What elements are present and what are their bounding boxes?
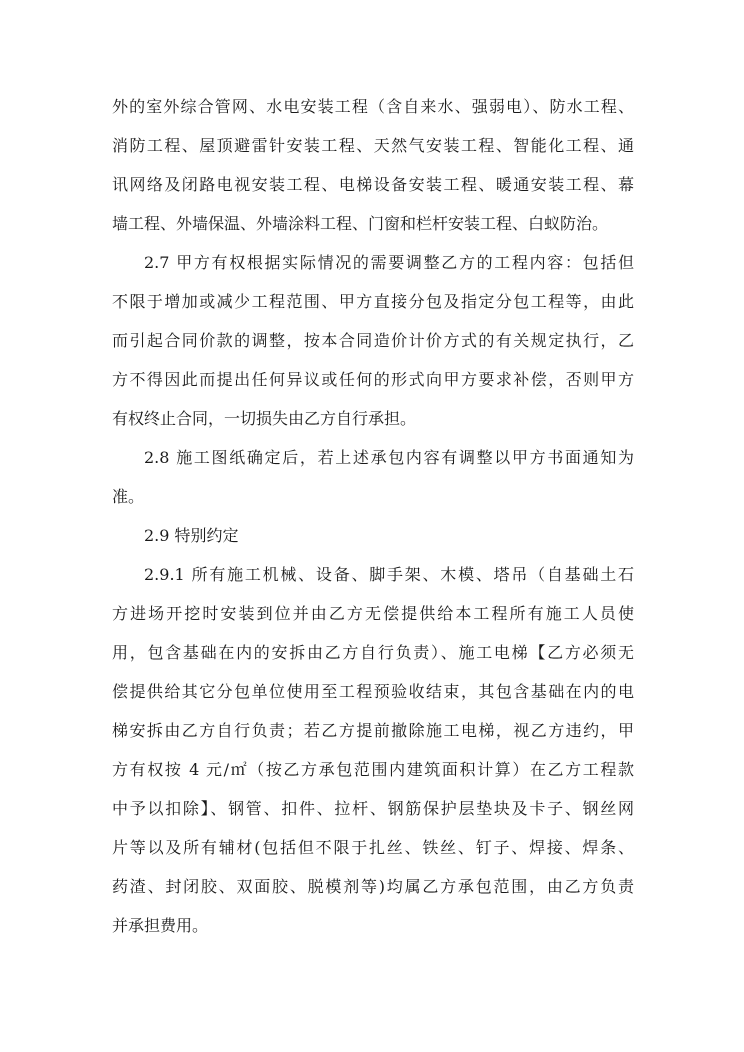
text-line: 片等以及所有辅材(包括但不限于扎丝、铁丝、钉子、焊接、焊条、 [112, 838, 634, 857]
paragraph [112, 516, 634, 555]
text-line: 墙工程、外墙保温、外墙涂料工程、门窗和栏杆安装工程、白蚁防治。 [112, 214, 609, 233]
text-line: 药渣、封闭胶、双面胶、脱模剂等)均属乙方承包范围，由乙方负责 [112, 877, 634, 896]
text-line: 不限于增加或减少工程范围、甲方直接分包及指定分包工程等，由此 [112, 292, 634, 311]
paragraph [112, 438, 634, 516]
text-line: 讯网络及闭路电视安装工程、电梯设备安装工程、暖通安装工程、幕 [112, 175, 634, 194]
text-line: 梯安拆由乙方自行负责；若乙方提前撤除施工电梯，视乙方违约，甲 [112, 721, 634, 740]
text-line: 方有权按 4 元/㎡（按乙方承包范围内建筑面积计算）在乙方工程款 [112, 760, 634, 779]
text-line: 偿提供给其它分包单位使用至工程预验收结束，其包含基础在内的电 [112, 682, 634, 701]
text-line: 并承担费用。 [112, 916, 209, 935]
document-page [112, 87, 634, 945]
text-line: 外的室外综合管网、水电安装工程（含自来水、强弱电）、防水工程、 [112, 97, 634, 116]
text-line: 消防工程、屋顶避雷针安装工程、天然气安装工程、智能化工程、通 [112, 136, 634, 155]
paragraph [112, 555, 634, 945]
text-line: 中予以扣除】、钢管、扣件、拉杆、钢筋保护层垫块及卡子、钢丝网 [112, 799, 634, 818]
text-line: 而引起合同价款的调整，按本合同造价计价方式的有关规定执行，乙 [112, 331, 634, 350]
paragraph [112, 87, 634, 243]
text-line: 方不得因此而提出任何异议或任何的形式向甲方要求补偿，否则甲方 [112, 370, 634, 389]
paragraph [112, 243, 634, 438]
text-line: 有权终止合同，一切损失由乙方自行承担。 [112, 409, 417, 428]
text-line: 2.9.1 所有施工机械、设备、脚手架、木模、塔吊（自基础土石 [144, 565, 634, 584]
text-line: 准。 [112, 487, 145, 506]
text-line: 用，包含基础在内的安拆由乙方自行负责）、施工电梯【乙方必须无 [112, 643, 634, 662]
text-line: 2.9 特别约定 [144, 526, 239, 545]
text-line: 方进场开挖时安装到位并由乙方无偿提供给本工程所有施工人员使 [112, 604, 634, 623]
text-line: 2.8 施工图纸确定后，若上述承包内容有调整以甲方书面通知为 [144, 448, 634, 467]
text-line: 2.7 甲方有权根据实际情况的需要调整乙方的工程内容：包括但 [144, 253, 634, 272]
